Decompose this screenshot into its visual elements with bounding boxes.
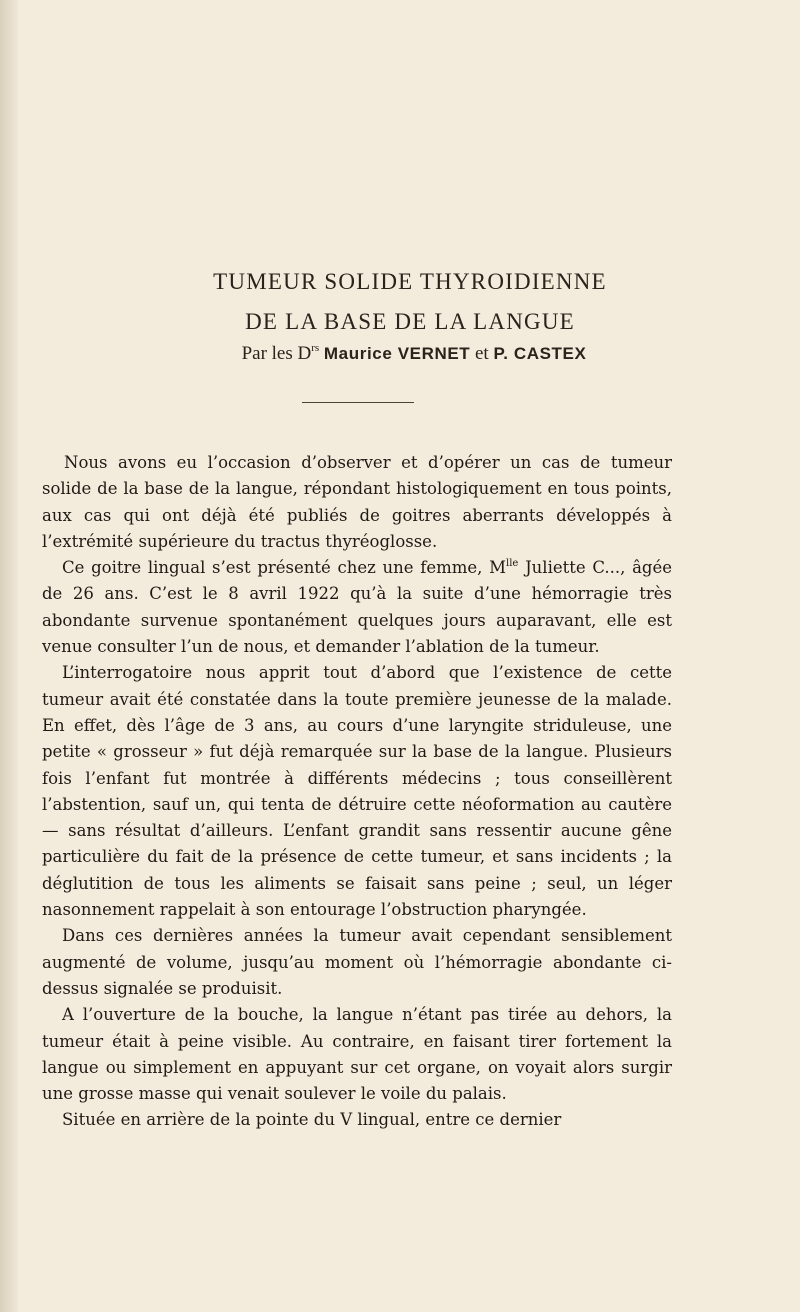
byline (14, 342, 800, 365)
paragraph-3: L’interrogatoire nous apprit tout d’abord que l’existence de cette tumeur avait été constatée dans la toute première jeunesse de la malade. En effet, dès l’âge de 3 ans, au cours d’une laryngite striduleuse, une petite « grosseur » fut déjà remarquée sur la base de la langue. Plusieurs fois l’enfant fut montrée à différents médecins ; tous conseillèrent l’abstention, sauf un, qui tenta de détruire cette néoformation au cautère — sans résultat d’ailleurs. L’enfant grandit sans ressentir aucune gêne particulière du fait de la présence de cette tumeur, et sans incidents ; la déglutition de tous les aliments se faisait sans peine ; seul, un léger nasonnement rappelait à son entourage l’obstruction pharyngée. (42, 663, 672, 920)
paragraph-5: A l’ouverture de la bouche, la langue n’étant pas tirée au dehors, la tumeur était à peine visible. Au contraire, en faisant tirer fortement la langue ou simplement en appuyant sur cet organe, on voyait alors surgir une grosse masse qui venait soulever le voile du palais. (42, 1005, 672, 1104)
byline-prefix: Par les D (241, 343, 312, 364)
paragraph-2-sup: lle (506, 558, 519, 570)
paragraph-1: Nous avons eu l’occasion d’observer et d’opérer un cas de tumeur solide de la base de la langue, répondant histologiquement en tous points, aux cas qui ont déjà été publiés de goitres aberrants développés à l’extrémité supérieure du tractus thyréoglosse. (42, 453, 672, 551)
paragraph-4: Dans ces dernières années la tumeur avait cependant sensiblement augmenté de volume, jusqu’au moment où l’hémorragie abondante ci-dessus signalée se produisit. (42, 926, 672, 998)
title-line-1: TUMEUR SOLIDE THYROIDIENNE (213, 269, 607, 294)
paragraph-2 (42, 555, 672, 660)
author-1: Maurice VERNET (323, 344, 471, 363)
title-divider (302, 402, 414, 403)
article-body (42, 450, 672, 1134)
page-edge (0, 0, 18, 1312)
byline-conjunction: et (475, 343, 489, 364)
title-line-2: DE LA BASE DE LA LANGUE (245, 309, 575, 334)
byline-prefix-sup: rs (311, 342, 320, 354)
article-title (0, 262, 800, 342)
paragraph-2-start: Ce goitre lingual s’est présenté chez une femme, M (62, 558, 507, 578)
paragraph-6: Située en arrière de la pointe du V lingual, entre ce dernier (62, 1110, 562, 1130)
paragraph-2-rest: Juliette C..., âgée de 26 ans. C’est le 8 avril 1922 qu’à la suite d’une hémorragie très abondante survenue spontanément quelques jours auparavant, elle est venue consulter l’un de nous, et demander l’ablation de la tumeur. (42, 558, 673, 657)
author-2: P. CASTEX (493, 344, 587, 363)
